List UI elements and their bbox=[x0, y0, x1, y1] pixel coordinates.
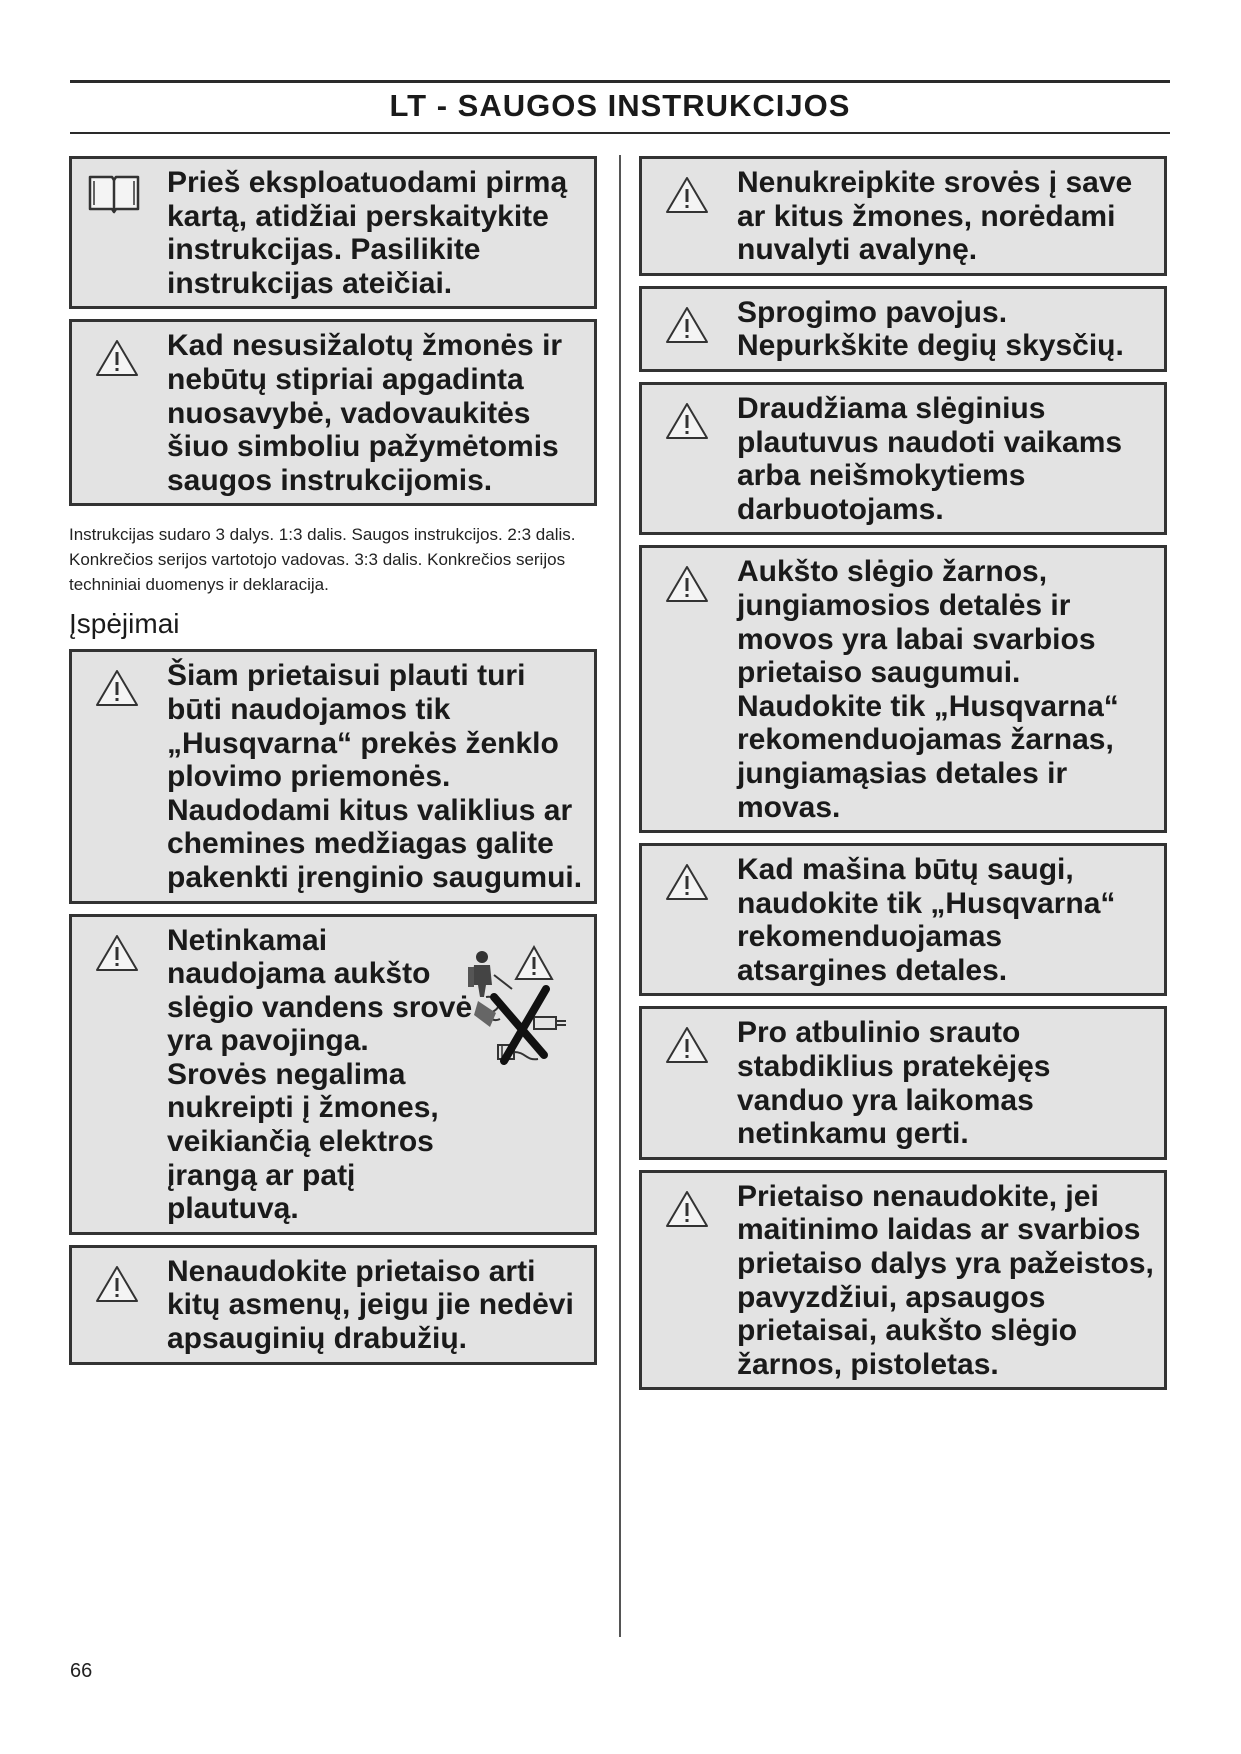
header-bottom-rule bbox=[70, 132, 1170, 134]
warning-icon bbox=[664, 401, 710, 441]
water-jet-warning-box bbox=[69, 914, 597, 1235]
spare-parts-warning-box bbox=[639, 843, 1167, 996]
warning-icon bbox=[94, 668, 140, 708]
detergents-warning-text: Šiam prietaisui plauti turi būti naudojamos tik „Husqvarna“ prekės ženklo plovimo priemonės. Naudodami kitus valiklius ar chemines medžiagas galite pakenkti įrenginio saugumui. bbox=[167, 659, 583, 894]
explosion-warning-box bbox=[639, 286, 1167, 372]
hoses-warning-box bbox=[639, 545, 1167, 833]
read-instructions-text: Prieš eksploatuodami pirmą kartą, atidžiai perskaitykite instrukcijas. Pasilikite instrukcijas ateičiai. bbox=[167, 166, 568, 300]
section-heading-warnings: Įspėjimai bbox=[69, 608, 180, 640]
safety-symbol-text: Kad nesusižalotų žmonės ir nebūtų stipriai apgadinta nuosavybė, vadovaukitės šiuo simboliu pažymėtomis saugos instrukcijomis. bbox=[167, 329, 563, 497]
children-warning-text: Draudžiama slėginius plautuvus naudoti vaikams arba neišmokytiems darbuotojams. bbox=[737, 391, 1123, 526]
footwear-warning-text: Nenukreipkite srovės į save ar kitus žmones, norėdami nuvalyti avalynę. bbox=[737, 166, 1133, 267]
warning-icon bbox=[664, 305, 710, 345]
warning-icon bbox=[664, 1025, 710, 1065]
explosion-warning-text: Sprogimo pavojus. Nepurkškite degių skysčių. bbox=[737, 295, 1124, 363]
warning-icon bbox=[94, 933, 140, 973]
water-jet-warning-text: Netinkamai naudojama aukšto slėgio vandens srovė yra pavojinga. Srovės negalima nukreipti į žmones, veikiančią elektros įrangą ar patį plautuvą. bbox=[167, 923, 473, 1226]
warning-icon bbox=[664, 1189, 710, 1229]
safety-symbol-box bbox=[69, 319, 597, 506]
hoses-warning-text: Aukšto slėgio žarnos, jungiamosios detalės ir movos yra labai svarbios prietaiso saugumui. Naudokite tik „Husqvarna“ rekomenduojamas žarnas, jungiamąsias detales ir movas. bbox=[737, 555, 1119, 824]
backflow-warning-text: Pro atbulinio srauto stabdiklius pratekėjęs vanduo yra laikomas netinkamu gerti. bbox=[737, 1016, 1051, 1151]
footwear-warning-box bbox=[639, 156, 1167, 276]
header-top-rule bbox=[70, 80, 1170, 83]
page-title: LT - SAUGOS INSTRUKCIJOS bbox=[389, 88, 851, 123]
spare-parts-warning-text: Kad mašina būtų saugi, naudokite tik „Husqvarna“ rekomenduojamas atsargines detales. bbox=[737, 853, 1116, 987]
warning-icon bbox=[664, 175, 710, 215]
children-warning-box bbox=[639, 382, 1167, 535]
book-icon bbox=[86, 171, 142, 215]
detergents-warning-box bbox=[69, 649, 597, 903]
read-instructions-box bbox=[69, 156, 597, 309]
protective-clothing-warning-text: Nenaudokite prietaiso arti kitų asmenų, jeigu jie nedėvi apsauginių drabužių. bbox=[167, 1254, 574, 1356]
right-column bbox=[639, 156, 1167, 1400]
column-divider bbox=[619, 155, 621, 1637]
warning-icon bbox=[94, 338, 140, 378]
warning-icon bbox=[664, 862, 710, 902]
protective-clothing-warning-box bbox=[69, 1245, 597, 1365]
warning-icon bbox=[664, 564, 710, 604]
page-number: 66 bbox=[70, 1660, 93, 1682]
left-column bbox=[69, 156, 597, 1375]
backflow-warning-box bbox=[639, 1006, 1167, 1159]
damaged-parts-warning-text: Prietaiso nenaudokite, jei maitinimo laidas ar svarbios prietaiso dalys yra pažeistos, pavyzdžiui, apsaugos prietaisai, aukšto slėgio žarnos, pistoletas. bbox=[737, 1179, 1154, 1381]
instructions-intro: Instrukcijas sudaro 3 dalys. 1:3 dalis. Saugos instrukcijos. 2:3 dalis. Konkrečios serijos vartotojo vadovas. 3:3 dalis. Konkrečios serijos techniniai duomenys ir deklaracija. bbox=[69, 525, 576, 595]
warning-icon bbox=[94, 1264, 140, 1304]
damaged-parts-warning-box bbox=[639, 1170, 1167, 1391]
do-not-spray-people-electrics-pictogram bbox=[464, 935, 572, 1075]
